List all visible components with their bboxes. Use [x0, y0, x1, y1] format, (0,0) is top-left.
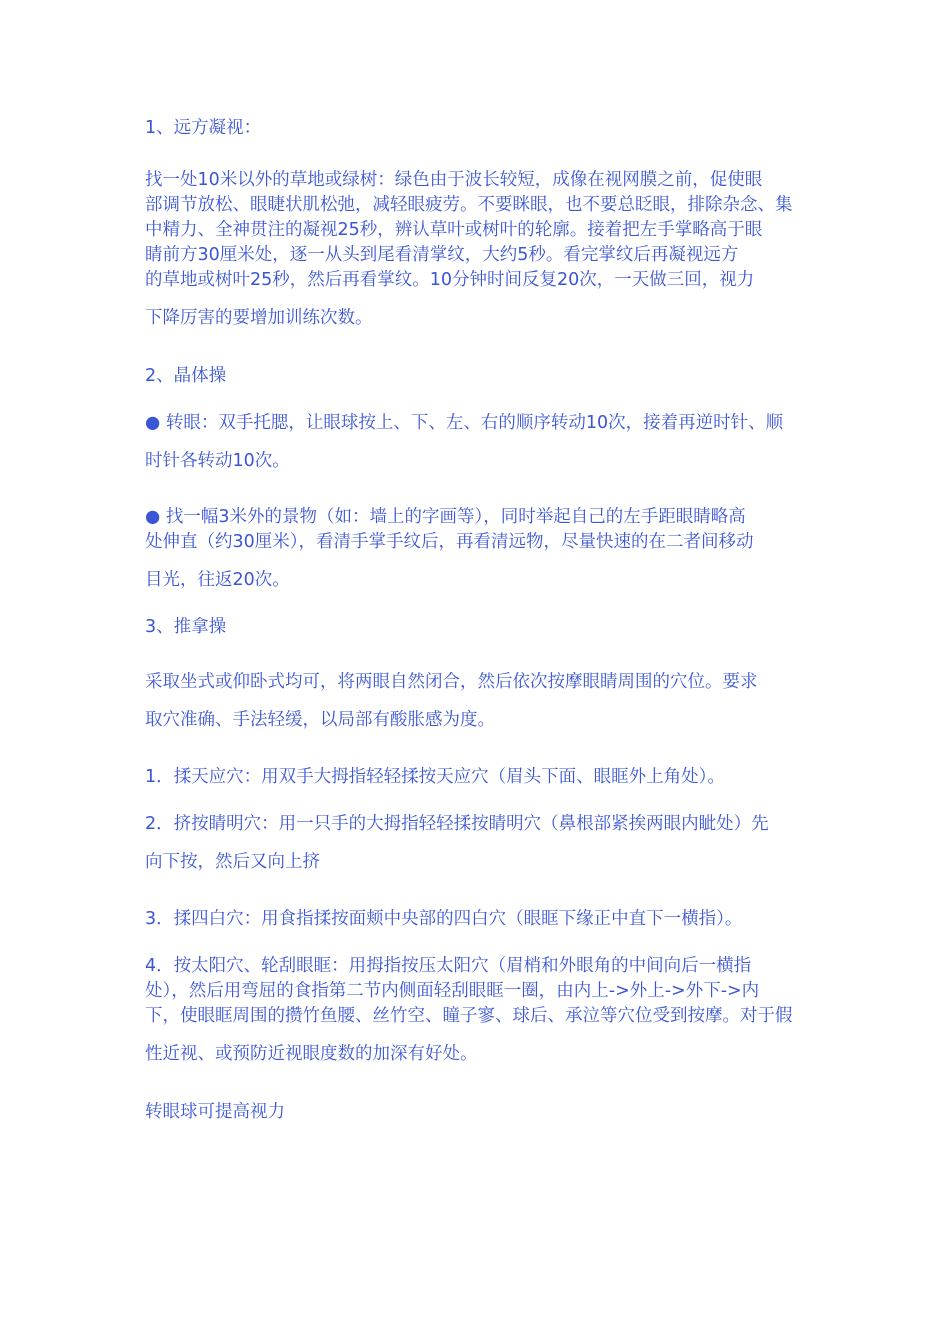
paragraph-line: 中精力、全神贯注的凝视25秒，辨认草叶或树叶的轮廓。接着把左手掌略高于眼	[145, 220, 763, 240]
paragraph-eye-rotation	[145, 411, 810, 474]
paragraph-line: ● 转眼：双手托腮，让眼球按上、下、左、右的顺序转动10次，接着再逆时针、顺	[145, 413, 784, 433]
paragraph-line: 向下按，然后又向上挤	[145, 852, 320, 872]
paragraph-step-2	[145, 812, 810, 875]
section-heading-distance-gaze	[145, 116, 810, 141]
paragraph-line: 4．按太阳穴、轮刮眼眶：用拇指按压太阳穴（眉梢和外眼角的中间向后一横指	[145, 956, 752, 976]
paragraph-line: 3．揉四白穴：用食指揉按面颊中央部的四白穴（眼眶下缘正中直下一横指）。	[145, 909, 743, 929]
heading-text: 1、远方凝视：	[145, 118, 262, 138]
paragraph-line: 睛前方30厘米处，逐一从头到尾看清掌纹，大约5秒。看完掌纹后再凝视远方	[145, 245, 739, 265]
paragraph-line: 目光，往返20次。	[145, 570, 290, 590]
paragraph-distance-gaze	[145, 168, 810, 331]
paragraph-step-3	[145, 907, 810, 932]
paragraph-line: 处伸直（约30厘米），看清手掌手纹后，再看清远物，尽量快速的在二者间移动	[145, 532, 754, 552]
paragraph-line: 处），然后用弯屈的食指第二节内侧面轻刮眼眶一圈，由内上->外上->外下->内	[145, 981, 760, 1001]
paragraph-line: 下，使眼眶周围的攒竹鱼腰、丝竹空、瞳子寥、球后、承泣等穴位受到按摩。对于假	[145, 1006, 793, 1026]
paragraph-focus-shift	[145, 505, 810, 593]
closing-line	[145, 1100, 810, 1125]
paragraph-line: 找一处10米以外的草地或绿树：绿色由于波长较短，成像在视网膜之前，促使眼	[145, 170, 763, 190]
heading-text: 3、推拿操	[145, 617, 227, 637]
section-heading-lens-exercise	[145, 364, 810, 389]
paragraph-line: ● 找一幅3米外的景物（如：墙上的字画等），同时举起自己的左手距眼睛略高	[145, 507, 746, 527]
paragraph-step-1	[145, 765, 810, 790]
paragraph-massage-intro	[145, 670, 810, 733]
closing-text: 转眼球可提高视力	[145, 1102, 285, 1122]
paragraph-line: 下降厉害的要增加训练次数。	[145, 308, 373, 328]
paragraph-line: 时针各转动10次。	[145, 451, 290, 471]
paragraph-line: 1．揉天应穴：用双手大拇指轻轻揉按天应穴（眉头下面、眼眶外上角处）。	[145, 767, 725, 787]
paragraph-line: 2．挤按睛明穴：用一只手的大拇指轻轻揉按睛明穴（鼻根部紧挨两眼内眦处）先	[145, 814, 769, 834]
paragraph-line: 取穴准确、手法轻缓，以局部有酸胀感为度。	[145, 710, 495, 730]
heading-text: 2、晶体操	[145, 366, 227, 386]
section-heading-massage-exercise	[145, 615, 810, 640]
paragraph-line: 采取坐式或仰卧式均可，将两眼自然闭合，然后依次按摩眼睛周围的穴位。要求	[145, 672, 758, 692]
paragraph-line: 部调节放松、眼睫状肌松弛，减轻眼疲劳。不要眯眼，也不要总眨眼，排除杂念、集	[145, 195, 793, 215]
paragraph-line: 性近视、或预防近视眼度数的加深有好处。	[145, 1044, 478, 1064]
paragraph-step-4	[145, 954, 810, 1067]
document-body	[145, 116, 810, 1125]
paragraph-line: 的草地或树叶25秒，然后再看掌纹。10分钟时间反复20次，一天做三回，视力	[145, 270, 755, 290]
